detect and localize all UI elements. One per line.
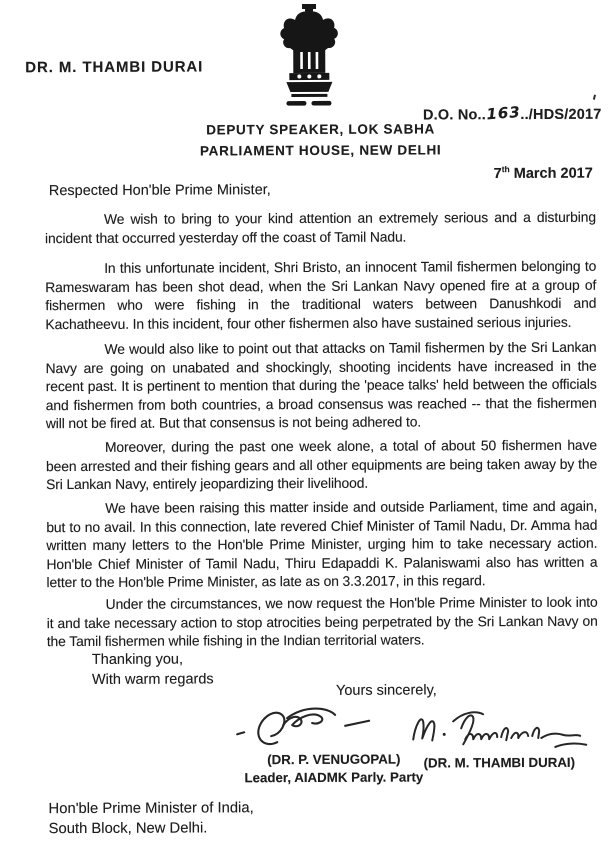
office-designation <box>151 118 491 161</box>
paragraph-2: In this unfortunate incident, Shri Bristo, an innocent Tamil fishermen belonging to Rameswaram has been shot dead, when the Sri Lankan Navy opened fire at a group of fishermen who were fishing in the traditional waters between Danushkodi and Kachatheevu. In this incident, four other fishermen also have sustained serious injuries. <box>45 257 597 332</box>
date-month-year: March 2017 <box>509 165 593 182</box>
signatory-left-block <box>241 750 426 786</box>
do-reference-number <box>422 102 602 124</box>
paragraph-6: Under the circumstances, we now request the Hon'ble Prime Minister to look into it and take necessary action to stop atrocities being perpetrated by the Sri Lankan Navy on the Tamil fishermen while fishing in the Indian territorial waters. <box>46 593 598 650</box>
office-line2: PARLIAMENT HOUSE, NEW DELHI <box>199 142 442 159</box>
paragraph-1: We wish to bring to your kind attention an extremely serious and a disturbing incident that occurred yesterday off the coast of Tamil Nadu. <box>44 208 596 246</box>
signatory-right-name: (DR. M. THAMBI DURAI) <box>423 754 576 771</box>
do-number-prefix: D.O. No.. <box>422 107 487 124</box>
date-day: 7 <box>493 165 502 183</box>
salutation: Respected Hon'ble Prime Minister, <box>48 182 271 200</box>
addressee-block <box>48 799 253 839</box>
signatory-left-title: Leader, AIADMK Parly. Party <box>244 768 424 785</box>
sign-off: Yours sincerely, <box>335 682 437 699</box>
closing-line2: With warm regards <box>91 670 214 688</box>
closing-lines <box>92 650 214 690</box>
office-line1: DEPUTY SPEAKER, LOK SABHA <box>206 121 435 138</box>
paragraph-3: We would also like to point out that attacks on Tamil fishermen by the Sri Lankan Navy are going on unabated and shockingly, shooting incidents have increased in the recent past. It is pertinent to mention that during the 'peace talks' held between the officials and fishermen from both countries, a broad consensus was reached -- that the fishermen will not be fired at. But that consensus is not being adhered to. <box>45 338 597 432</box>
scan-artifact-mark <box>593 95 596 100</box>
addressee-line2: South Block, New Delhi. <box>48 819 208 837</box>
addressee-line1: Hon'ble Prime Minister of India, <box>48 800 254 818</box>
india-state-emblem-icon <box>277 4 341 112</box>
signatory-left-name: (DR. P. VENUGOPAL) <box>267 751 401 768</box>
signature-thambidurai-icon <box>405 697 595 763</box>
paragraph-4: Moreover, during the past one week alone, a total of about 50 fishermen have been arrested and their fishing gears and all other equipments are being taken away by the Sri Lankan Navy, entirely jeopardizing their livelihood. <box>45 436 598 493</box>
date-ordinal: th <box>501 164 510 175</box>
letter-date <box>494 164 593 182</box>
sender-name: DR. M. THAMBI DURAI <box>25 58 204 77</box>
signatory-right-block <box>409 755 589 771</box>
do-number-handwritten: 163 <box>485 102 521 124</box>
do-number-suffix: ../HDS/2017 <box>520 106 602 124</box>
closing-line1: Thanking you, <box>91 651 184 668</box>
letter-body <box>44 208 598 650</box>
paragraph-5: We have been raising this matter inside and outside Parliament, time and again, but to no avail. In this connection, late revered Chief Minister of Tamil Nadu, Dr. Amma had written many letters to the Hon'ble Prime Minister, urging him to take necessary action. Hon'ble Chief Minister of Tamil Nadu, Thiru Edapaddi K. Palaniswami also has written a letter to the Hon'ble Prime Minister, as late as on 3.3.2017, in this regard. <box>46 497 598 591</box>
emblem-motto-satyameva-jayate <box>286 101 331 106</box>
